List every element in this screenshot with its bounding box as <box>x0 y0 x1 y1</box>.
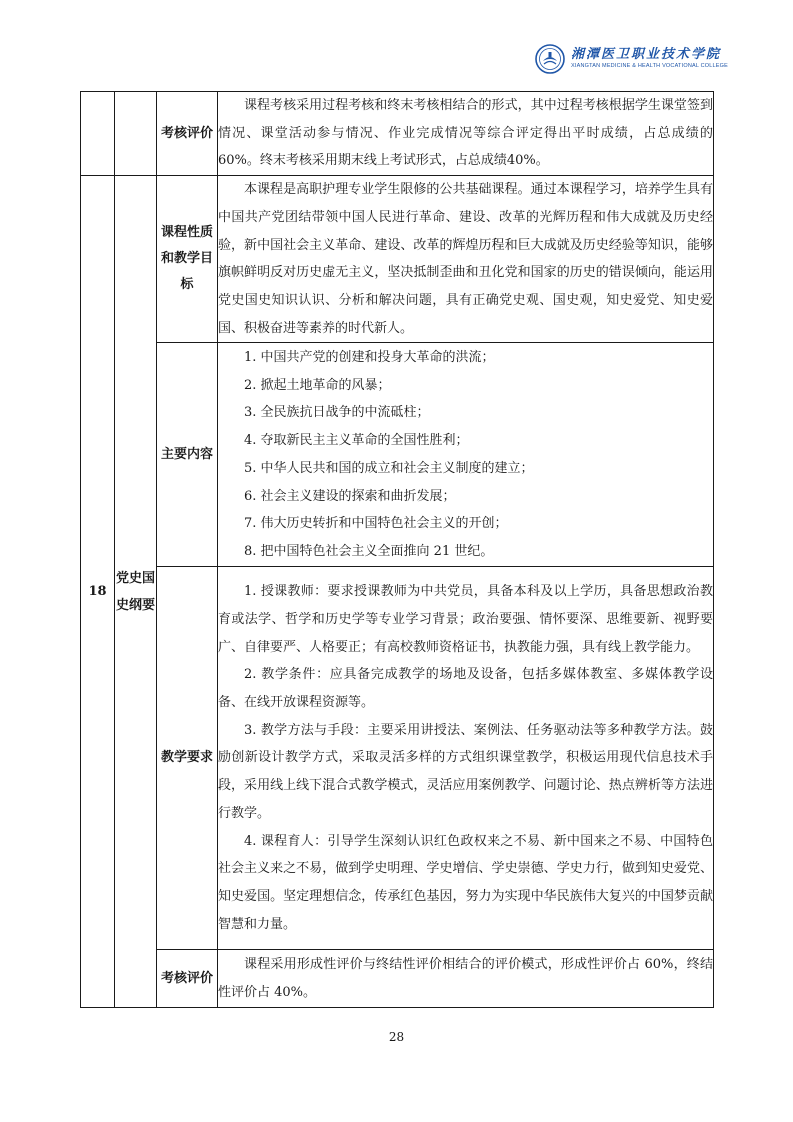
row-content <box>218 343 714 567</box>
name-cell-empty <box>115 92 157 176</box>
requirement-paragraph: 1. 授课教师：要求授课教师为中共党员，具备本科及以上学历，具备思想政治教育或法学、哲学和历史学等专业学习背景；政治要强、情怀要深、思维要新、视野要广、自律要严、人格要正；有高校教师资格证书，执教能力强，具有线上教学能力。 <box>218 584 713 655</box>
row-label: 考核评价 <box>157 950 218 1008</box>
logo-english-name: XIANGTAN MEDICINE & HEALTH VOCATIONAL COLLEGE <box>571 63 729 70</box>
list-item: 6. 社会主义建设的探索和曲折发展； <box>244 488 456 504</box>
requirement-paragraph: 3. 教学方法与手段：主要采用讲授法、案例法、任务驱动法等多种教学方法。鼓励创新设计教学方式，采取灵活多样的方式组织课堂教学，积极运用现代信息技术手段，采用线上线下混合式教学模式，灵活应用案例教学、问题讨论、热点辨析等方法进行教学。 <box>218 722 713 821</box>
course-number: 18 <box>81 176 115 1008</box>
row-content <box>218 176 714 343</box>
course-table <box>80 91 714 1008</box>
table-row <box>81 92 714 176</box>
college-logo <box>535 44 728 74</box>
list-item: 8. 把中国特色社会主义全面推向 21 世纪。 <box>244 543 494 559</box>
requirement-paragraph: 2. 教学条件：应具备完成教学的场地及设备，包括多媒体教室、多媒体教学设备、在线开放课程资源等。 <box>218 667 713 711</box>
course-name: 党史国史纲要 <box>115 176 157 1008</box>
assessment-text: 课程考核采用过程考核和终末考核相结合的形式，其中过程考核根据学生课堂签到情况、课堂活动参与情况、作业完成情况等综合评定得出平时成绩，占总成绩的60%。终末考核采用期末线上考试形式，占总成绩40%。 <box>218 98 713 169</box>
list-item: 1. 中国共产党的创建和投身大革命的洪流； <box>244 350 495 366</box>
list-item: 2. 掀起土地革命的风暴； <box>244 377 391 393</box>
row-content <box>218 92 714 176</box>
page-number: 28 <box>388 1030 405 1044</box>
list-item: 3. 全民族抗日战争的中流砥柱； <box>244 405 430 421</box>
row-label: 课程性质和教学目标 <box>157 176 218 343</box>
list-item: 5. 中华人民共和国的成立和社会主义制度的建立； <box>244 460 534 476</box>
table-row <box>81 567 714 950</box>
row-label: 考核评价 <box>157 92 218 176</box>
logo-chinese-name: 湘潭医卫职业技术学院 <box>571 47 722 63</box>
table-row <box>81 343 714 567</box>
evaluation-text: 课程采用形成性评价与终结性评价相结合的评价模式，形成性评价占 60%，终结性评价占 40%。 <box>218 957 713 1000</box>
college-emblem-icon <box>535 44 565 74</box>
row-label: 主要内容 <box>157 343 218 567</box>
course-nature-text: 本课程是高职护理专业学生限修的公共基础课程。通过本课程学习，培养学生具有中国共产党团结带领中国人民进行革命、建设、改革的光辉历程和伟大成就及历史经验，新中国社会主义革命、建设、改革的辉煌历程和巨大成就及历史经验等知识，能够旗帜鲜明反对历史虚无主义，坚决抵制歪曲和丑化党和国家的历史的错误倾向，能运用党史国史知识认识、分析和解决问题，具有正确党史观、国史观，知史爱党、知史爱国、积极奋进等素养的时代新人。 <box>218 182 713 336</box>
row-label: 教学要求 <box>157 567 218 950</box>
number-cell-empty <box>81 92 115 176</box>
table-row <box>81 950 714 1008</box>
row-content <box>218 950 714 1008</box>
table-row <box>81 176 714 343</box>
requirement-paragraph: 4. 课程育人：引导学生深刻认识红色政权来之不易、新中国来之不易、中国特色社会主义来之不易，做到学史明理、学史增信、学史崇德、学史力行，做到知史爱党、知史爱国。坚定理想信念，传承红色基因，努力为实现中华民族伟大复兴的中国梦贡献智慧和力量。 <box>218 833 713 932</box>
row-content <box>218 567 714 950</box>
list-item: 7. 伟大历史转折和中国特色社会主义的开创； <box>244 516 508 532</box>
list-item: 4. 夺取新民主主义革命的全国性胜利； <box>244 433 469 449</box>
